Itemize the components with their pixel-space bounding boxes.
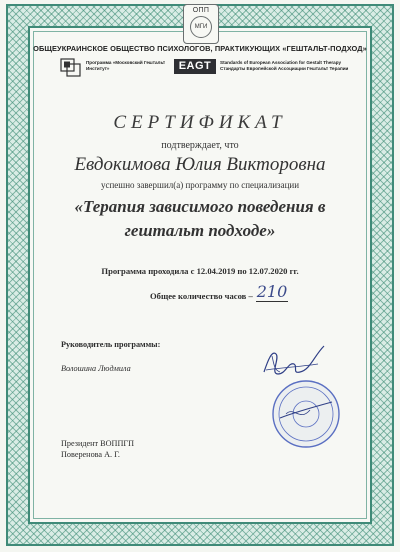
completed-text: успешно завершил(а) программу по специализации [100, 180, 300, 190]
institute-logo-icon [60, 58, 82, 78]
organization-name: ОБЩЕУКРАИНСКОЕ ОБЩЕСТВО ПСИХОЛОГОВ, ПРАКТИКУЮЩИХ «ГЕШТАЛЬТ-ПОДХОД» [33, 44, 367, 53]
president-label: Президент ВОППГП [61, 439, 135, 448]
program-title-line-2: гештальт подходе» [124, 221, 276, 240]
program-title [30, 195, 370, 243]
emblem-bottom-text: МГИ [194, 24, 208, 30]
program-period: Программа проходила с 12.04.2019 по 12.07.2020 гг. [101, 266, 299, 276]
hours-label: Общее количество часов – [150, 291, 253, 301]
recipient-name: Евдокимова Юлия Викторовна [74, 154, 326, 175]
emblem-circle [190, 16, 212, 38]
program-title-line-1: «Терапия зависимого поведения в [74, 197, 326, 216]
emblem-top-text: ОПП [192, 7, 210, 14]
program-head-name: Волошина Людмила [61, 364, 131, 373]
eagt-logo: EAGT [174, 59, 216, 74]
institute-program-text: Программа «Московский Гештальт Институт» [86, 60, 166, 71]
organization-stamp [270, 378, 342, 450]
eagt-standards-text: Standards of European Association for Gestalt Therapy Стандарты Европейской Ассоциации Гештальт Терапии [220, 60, 349, 71]
logo-row [0, 56, 400, 80]
institute-emblem [183, 4, 219, 44]
program-head-label: Руководитель программы: [61, 340, 161, 349]
certificate-title: СЕРТИФИКАТ [113, 112, 287, 133]
president-name: Поверенова А. Г. [61, 450, 120, 459]
hours-value: 210 [256, 282, 288, 301]
confirms-text: подтверждает, что [161, 140, 239, 151]
